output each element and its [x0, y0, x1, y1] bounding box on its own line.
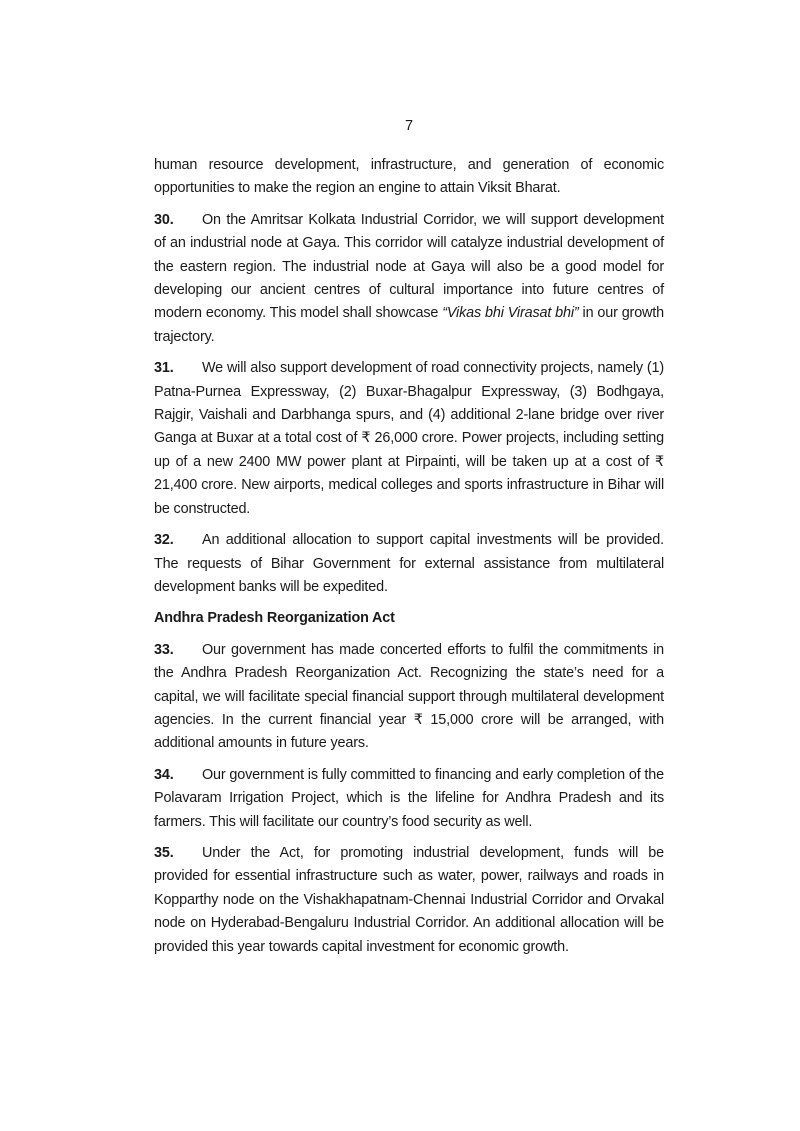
paragraph-32: [154, 529, 664, 599]
paragraph-31: [154, 357, 664, 521]
continued-paragraph: human resource development, infrastructure, and generation of economic opportunities to make the region an engine to attain Viksit Bharat.: [154, 157, 664, 197]
paragraph-35: [154, 842, 664, 959]
paragraph-text: Under the Act, for promoting industrial development, funds will be provided for essential infrastructure such as water, power, railways and roads in Kopparthy node on the Vishakhapatnam-Chennai Industrial Corridor and Orvakal node on Hyderabad-Bengaluru Industrial Corridor. An additional allocation will be provided this year towards capital investment for economic growth.: [154, 844, 664, 955]
paragraph-text-end: in our growth trajectory.: [154, 305, 664, 345]
paragraph-number: 32.: [154, 532, 174, 549]
paragraph-number: 35.: [154, 844, 174, 861]
paragraph-text: Our government has made concerted efforts to fulfil the commitments in the Andhra Pradesh Reorganization Act. Recognizing the state’s need for a capital, we will facilitate special financial support through multilateral development agencies. In the current financial year ₹ 15,000 crore will be arranged, with additional amounts in future years.: [154, 641, 664, 752]
paragraph-number: 30.: [154, 211, 174, 228]
paragraph-text: Our government is fully committed to financing and early completion of the Polavaram Irrigation Project, which is the lifeline for Andhra Pradesh and its farmers. This will facilitate our country’s food security as well.: [154, 766, 664, 830]
paragraph-34: [154, 764, 664, 834]
page-number: 7: [404, 118, 414, 134]
paragraph-30: [154, 209, 664, 349]
paragraph-text: An additional allocation to support capital investments will be provided. The requests of Bihar Government for external assistance from multilateral development banks will be expedited.: [154, 532, 664, 595]
section-heading: Andhra Pradesh Reorganization Act: [154, 610, 395, 627]
italic-quote: “Vikas bhi Virasat bhi”: [442, 305, 579, 322]
document-page: [154, 116, 664, 967]
paragraph-text: We will also support development of road connectivity projects, namely (1) Patna-Purnea Expressway, (2) Buxar-Bhagalpur Expressway, (3) Bodhgaya, Rajgir, Vaishali and Darbhanga spurs, and (4) additional 2-lane bridge over river Ganga at Buxar at a total cost of ₹ 26,000 crore. Power projects, including setting up of a new 2400 MW power plant at Pirpainti, will be taken up at a cost of ₹ 21,400 crore. New airports, medical colleges and sports infrastructure in Bihar will be constructed.: [154, 360, 664, 517]
paragraph-text: On the Amritsar Kolkata Industrial Corridor, we will support development of an industrial node at Gaya. This corridor will catalyze industrial development of the eastern region. The industrial node at Gaya will also be a good model for developing our ancient centres of cultural importance into future centres of modern economy. This model shall showcase: [154, 211, 664, 322]
paragraph-33: [154, 639, 664, 756]
paragraph-number: 31.: [154, 360, 174, 377]
paragraph-number: 34.: [154, 766, 174, 783]
paragraph-number: 33.: [154, 641, 174, 658]
